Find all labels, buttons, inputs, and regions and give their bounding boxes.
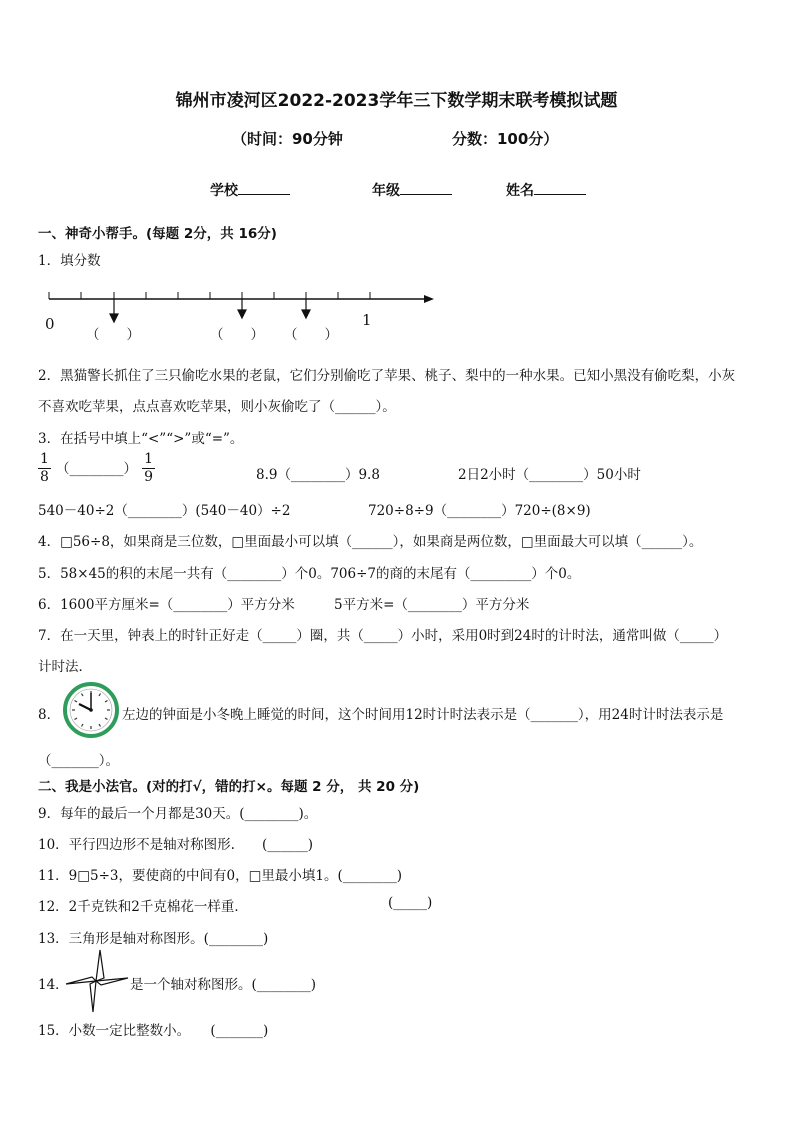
number-line-answer-3[interactable]: （ ） [284, 327, 338, 343]
question-3d: 540－40÷2（________）(540－40）÷2 [38, 503, 291, 519]
name-blank[interactable] [534, 180, 586, 195]
question-14-number: 14． [38, 977, 69, 993]
question-2-line-1: 2．黑猫警长抓住了三只偷吃水果的老鼠，它们分别偷吃了苹果、桃子、梨中的一种水果。已知小黑没有偷吃梨，小灰 [38, 368, 736, 384]
exam-time: （时间：90分钟 [232, 130, 343, 148]
question-2-line-2: 不喜欢吃苹果，点点喜欢吃苹果，则小灰偷吃了（______）。 [38, 399, 396, 415]
exam-score: 分数：100分） [452, 130, 559, 148]
number-line-answer-1[interactable]: （ ） [86, 327, 140, 343]
clock-icon [62, 682, 122, 738]
school-label: 学校 [210, 183, 238, 199]
question-7-line-2: 计时法． [38, 659, 92, 675]
grade-blank[interactable] [400, 180, 452, 195]
question-6b: 5平方米=（________）平方分米 [334, 597, 530, 613]
school-blank[interactable] [238, 180, 290, 195]
name-field[interactable] [506, 180, 586, 200]
question-8-line-2: （_______）。 [38, 753, 119, 769]
section-1-heading: 一、神奇小帮手。(每题 2分，共 16分) [38, 226, 277, 242]
question-14-text: 是一个轴对称图形。(________) [130, 977, 317, 993]
question-3e: 720÷8÷9（________）720÷(8×9) [368, 503, 591, 519]
question-3a-blank[interactable]: （________） [56, 461, 138, 477]
question-13: 13．三角形是轴对称图形。(________) [38, 931, 269, 947]
school-field[interactable] [210, 180, 290, 200]
question-4: 4．□56÷8，如果商是三位数，□里面最小可以填（______），如果商是两位数，□里面最大可以填（______）。 [38, 534, 703, 550]
grade-field[interactable] [372, 180, 452, 200]
fraction-one-ninth: $\frac{1}{9}$ [144, 451, 154, 485]
number-line-answer-2[interactable]: （ ） [210, 327, 264, 343]
question-12-blank[interactable]: (_____) [388, 895, 433, 911]
question-7-line-1: 7．在一天里，钟表上的时针正好走（_____）圈，共（_____）小时，采用0时到24时的计时法，通常叫做（_____） [38, 628, 728, 644]
question-12: 12．2千克铁和2千克棉花一样重． [38, 899, 248, 915]
question-3b: 8.9（________）9.8 [256, 467, 380, 483]
number-line-zero: 0 [45, 315, 55, 333]
fraction-one-eighth: $\frac{1}{8}$ [40, 451, 49, 485]
section-2-heading: 二、我是小法官。(对的打√，错的打×。每题 2 分， 共 20 分) [38, 779, 420, 795]
question-3: 3．在括号中填上“<”“>”或“=”。 [38, 431, 244, 447]
question-3a [38, 451, 155, 486]
grade-label: 年级 [372, 183, 400, 199]
question-15: 15．小数一定比整数小。 (_______) [38, 1023, 269, 1039]
page-title: 锦州市凌河区2022-2023学年三下数学期末联考模拟试题 [175, 91, 618, 111]
question-5: 5．58×45的积的末尾一共有（________）个0。706÷7的商的末尾有（_________）个0。 [38, 566, 581, 582]
question-3c: 2日2小时（________）50小时 [458, 467, 641, 483]
question-1: 1．填分数 [38, 253, 101, 269]
pinwheel-figure [64, 948, 130, 1014]
number-line-one: 1 [362, 311, 372, 329]
question-9: 9．每年的最后一个月都是30天。(________)。 [38, 806, 318, 822]
name-label: 姓名 [506, 183, 534, 199]
question-11: 11．9□5÷3，要使商的中间有0，□里最小填1。(________) [38, 868, 402, 884]
question-6a: 6．1600平方厘米=（________）平方分米 [38, 597, 295, 613]
question-8-text: 左边的钟面是小冬晚上睡觉的时间，这个时间用12时计时法表示是（_______），用24时计时法表示是 [122, 707, 724, 723]
question-8-number: 8． [38, 707, 61, 723]
question-10: 10．平行四边形不是轴对称图形. (______) [38, 837, 314, 853]
